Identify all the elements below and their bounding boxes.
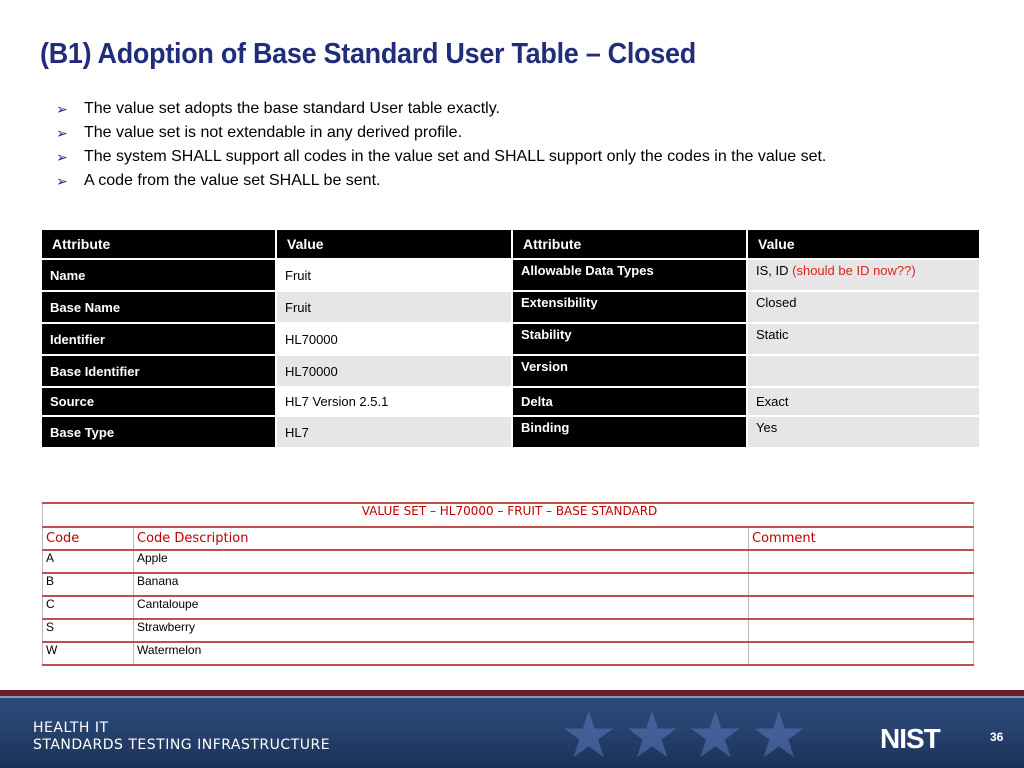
code-cell: B xyxy=(43,573,134,596)
attribute-value-text: IS, ID xyxy=(756,263,789,278)
header-code: Code xyxy=(43,527,134,550)
attribute-key: Base Type xyxy=(42,415,277,447)
value-set-caption: VALUE SET – HL70000 – FRUIT – BASE STANDARD xyxy=(43,503,974,527)
bullet-text: The value set adopts the base standard User table exactly. xyxy=(84,100,500,117)
attribute-table-header xyxy=(42,230,981,258)
arrow-bullet-icon: ➢ xyxy=(56,149,68,165)
description-cell: Apple xyxy=(134,550,749,573)
code-cell: W xyxy=(43,642,134,665)
bullet-item xyxy=(56,169,826,193)
attribute-value: Exact xyxy=(748,386,981,415)
value-set-row xyxy=(43,619,974,642)
bullet-text: The system SHALL support all codes in the value set and SHALL support only the codes in the value set. xyxy=(84,148,827,165)
attribute-row xyxy=(42,354,981,386)
attribute-value: Fruit xyxy=(277,258,513,290)
attribute-row xyxy=(42,415,981,447)
attribute-key: Base Identifier xyxy=(42,354,277,386)
value-set-row xyxy=(43,550,974,573)
bullet-item xyxy=(56,145,826,169)
footer-org-line: STANDARDS TESTING INFRASTRUCTURE xyxy=(33,737,331,753)
header-value: Value xyxy=(277,230,513,258)
arrow-bullet-icon: ➢ xyxy=(56,173,68,189)
decorative-stars-icon: ★★★★ xyxy=(560,699,814,768)
bullet-text: The value set is not extendable in any derived profile. xyxy=(84,124,463,141)
page-number: 36 xyxy=(990,730,1004,744)
attribute-key: Extensibility xyxy=(513,290,748,322)
attribute-key: Name xyxy=(42,258,277,290)
attribute-value: Yes xyxy=(748,415,981,447)
attribute-value: Static xyxy=(748,322,981,354)
attribute-value xyxy=(748,258,981,290)
bullet-text: A code from the value set SHALL be sent. xyxy=(84,172,381,189)
footer-org-name xyxy=(33,720,330,754)
comment-cell xyxy=(749,573,974,596)
attribute-row xyxy=(42,322,981,354)
header-value: Value xyxy=(748,230,981,258)
attribute-value: HL70000 xyxy=(277,322,513,354)
comment-cell xyxy=(749,619,974,642)
footer-stripe xyxy=(0,696,1024,698)
attribute-value: Closed xyxy=(748,290,981,322)
code-cell: C xyxy=(43,596,134,619)
description-cell: Banana xyxy=(134,573,749,596)
bullet-item xyxy=(56,97,826,121)
attribute-value xyxy=(748,354,981,386)
value-set-caption-row xyxy=(43,503,974,527)
attribute-key: Identifier xyxy=(42,322,277,354)
header-code-description: Code Description xyxy=(134,527,749,550)
comment-cell xyxy=(749,596,974,619)
nist-logo: NIST xyxy=(880,723,940,754)
attribute-key: Delta xyxy=(513,386,748,415)
attribute-row xyxy=(42,290,981,322)
attribute-key: Stability xyxy=(513,322,748,354)
value-set-row xyxy=(43,642,974,665)
value-set-row xyxy=(43,596,974,619)
arrow-bullet-icon: ➢ xyxy=(56,101,68,117)
code-cell: A xyxy=(43,550,134,573)
comment-cell xyxy=(749,550,974,573)
bullet-list xyxy=(56,97,826,193)
attribute-key: Source xyxy=(42,386,277,415)
description-cell: Cantaloupe xyxy=(134,596,749,619)
header-attribute: Attribute xyxy=(42,230,277,258)
attribute-row xyxy=(42,258,981,290)
value-set-row xyxy=(43,573,974,596)
footer-banner xyxy=(0,690,1024,768)
attribute-key: Binding xyxy=(513,415,748,447)
attribute-key: Version xyxy=(513,354,748,386)
footer-org-line: HEALTH IT xyxy=(33,720,109,736)
code-cell: S xyxy=(43,619,134,642)
description-cell: Watermelon xyxy=(134,642,749,665)
comment-cell xyxy=(749,642,974,665)
attribute-value: HL70000 xyxy=(277,354,513,386)
attribute-key: Base Name xyxy=(42,290,277,322)
header-attribute: Attribute xyxy=(513,230,748,258)
description-cell: Strawberry xyxy=(134,619,749,642)
slide-title: (B1) Adoption of Base Standard User Table – Closed xyxy=(40,38,696,70)
attribute-value: HL7 Version 2.5.1 xyxy=(277,386,513,415)
header-comment: Comment xyxy=(749,527,974,550)
value-set-header-row xyxy=(43,527,974,550)
attribute-value: HL7 xyxy=(277,415,513,447)
attribute-note: (should be ID now??) xyxy=(792,263,916,278)
attribute-key: Allowable Data Types xyxy=(513,258,748,290)
value-set-table xyxy=(42,502,974,666)
arrow-bullet-icon: ➢ xyxy=(56,125,68,141)
attribute-table xyxy=(42,230,981,447)
attribute-value: Fruit xyxy=(277,290,513,322)
attribute-row xyxy=(42,386,981,415)
bullet-item xyxy=(56,121,826,145)
